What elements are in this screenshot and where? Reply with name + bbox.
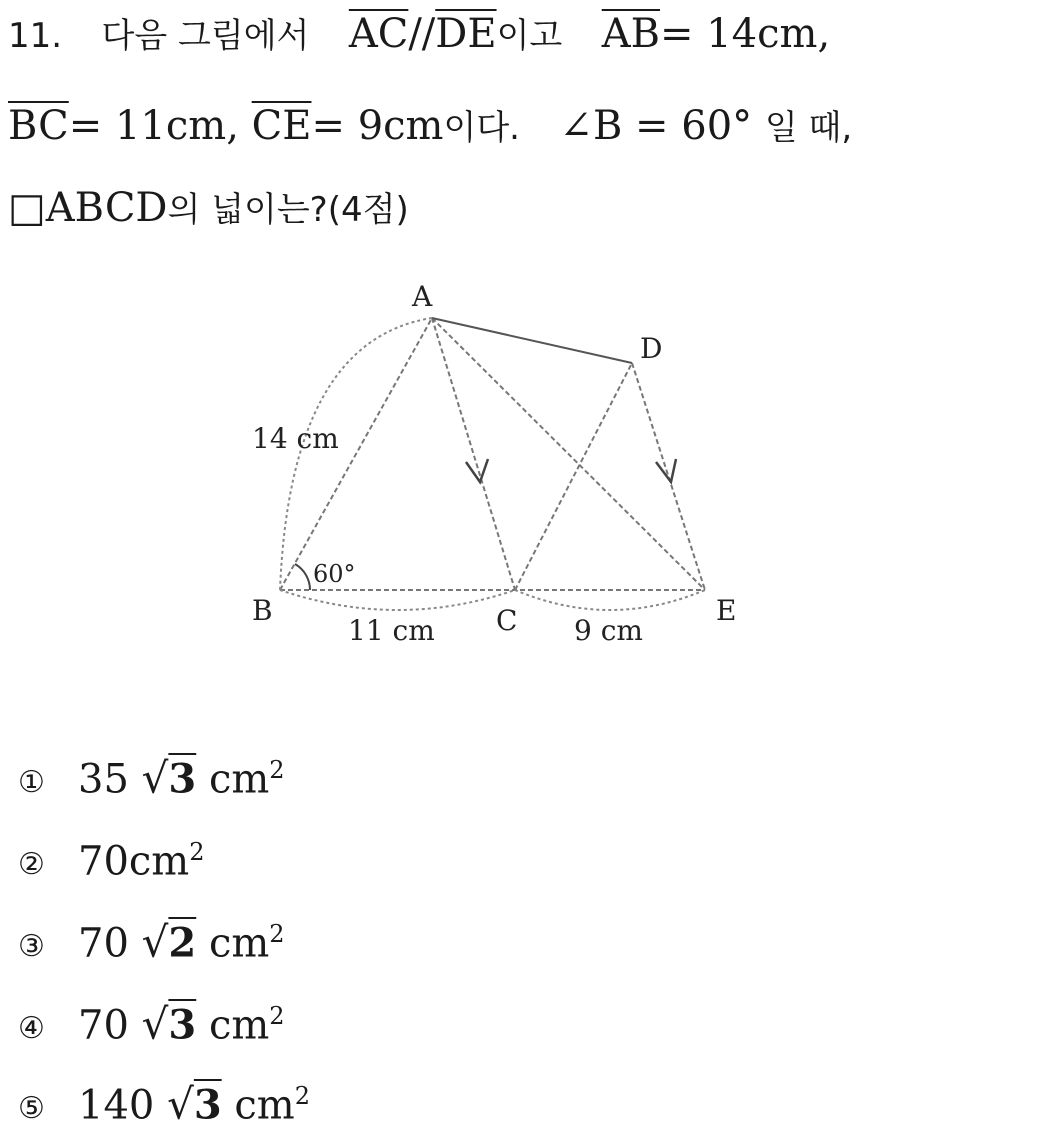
problem-text: 다음 그림에서 [101,16,310,56]
choice-radicand: 3 [168,1001,197,1049]
problem-text: 이다. [443,108,520,148]
problem-line-3 [8,180,409,238]
point-label-e: E [716,594,737,627]
choice-4[interactable] [18,988,285,1057]
choice-exp: 2 [269,1002,285,1030]
choice-number: ③ [18,929,45,965]
square-symbol: □ [8,185,46,231]
sqrt-symbol: √ [167,1079,194,1129]
geometry-figure [230,270,790,670]
problem-number: 11. [8,16,63,56]
choice-coef: 70 [78,1002,129,1049]
point-label-c: C [496,604,518,637]
length-label-ab: 14 cm [252,422,339,455]
segment-ac: $\overline{AC}$ [348,11,409,57]
problem-text: 이고 [496,16,563,56]
choice-unit: cm [208,1002,270,1049]
choice-coef: 70 [78,920,129,967]
angle-label: 60° [313,560,356,588]
brace-bc [280,590,515,610]
choice-number: ⑤ [18,1091,45,1127]
problem-line-2 [8,98,852,156]
segment-ae-line [432,318,705,590]
brace-ce [515,590,705,610]
parallel-arrow-ac [466,459,488,482]
angle-arc [295,564,310,590]
choice-unit: cm [208,756,270,803]
problem-text: 일 때, [764,108,853,148]
length-ce: = 9cm [311,103,444,149]
choice-coef: 140 [78,1082,155,1129]
quad-name: ABCD [45,185,168,231]
segment-ab: $\overline{AB}$ [601,11,660,57]
choice-3[interactable] [18,906,285,975]
length-bc: = 11cm, [68,103,239,149]
choice-radicand: 3 [168,755,197,803]
choice-exp: 2 [269,756,285,784]
angle-b: ∠B = 60° [559,103,753,149]
sqrt-symbol: √ [141,753,169,803]
choice-unit: cm [234,1082,295,1129]
segment-ad-line [432,318,632,363]
segment-de-line [632,363,705,590]
segment-ce: $\overline{CE}$ [251,103,312,149]
problem-line-1 [8,6,830,64]
choice-radicand: 3 [193,1081,222,1129]
choice-unit: cm [208,920,270,967]
choice-2[interactable] [18,824,205,893]
choice-exp: 2 [269,920,285,948]
choice-1[interactable] [18,742,285,811]
sqrt-symbol: √ [141,917,169,967]
choice-exp: 2 [294,1082,311,1110]
choice-exp: 2 [189,838,205,866]
choice-number: ④ [18,1011,45,1047]
length-ab: = 14cm, [659,11,831,57]
choice-number: ② [18,847,45,883]
choice-radicand: 2 [168,919,197,967]
length-label-bc: 11 cm [348,614,435,647]
length-label-ce: 9 cm [574,614,643,647]
point-label-d: D [640,332,663,365]
choice-number: ① [18,765,45,801]
choice-coef: 35 [78,756,129,803]
segment-de: $\overline{DE}$ [435,11,497,57]
segment-bc: $\overline{BC}$ [8,103,69,149]
point-label-b: B [252,594,273,627]
choice-unit: cm [128,838,190,885]
parallel-symbol: // [408,11,436,57]
point-label-a: A [412,280,433,313]
choice-5[interactable] [18,1068,310,1137]
sqrt-symbol: √ [141,999,169,1049]
problem-text: 의 넓이는?(4점) [167,190,409,230]
choice-coef: 70 [78,838,129,885]
segment-cd-line [515,363,632,590]
